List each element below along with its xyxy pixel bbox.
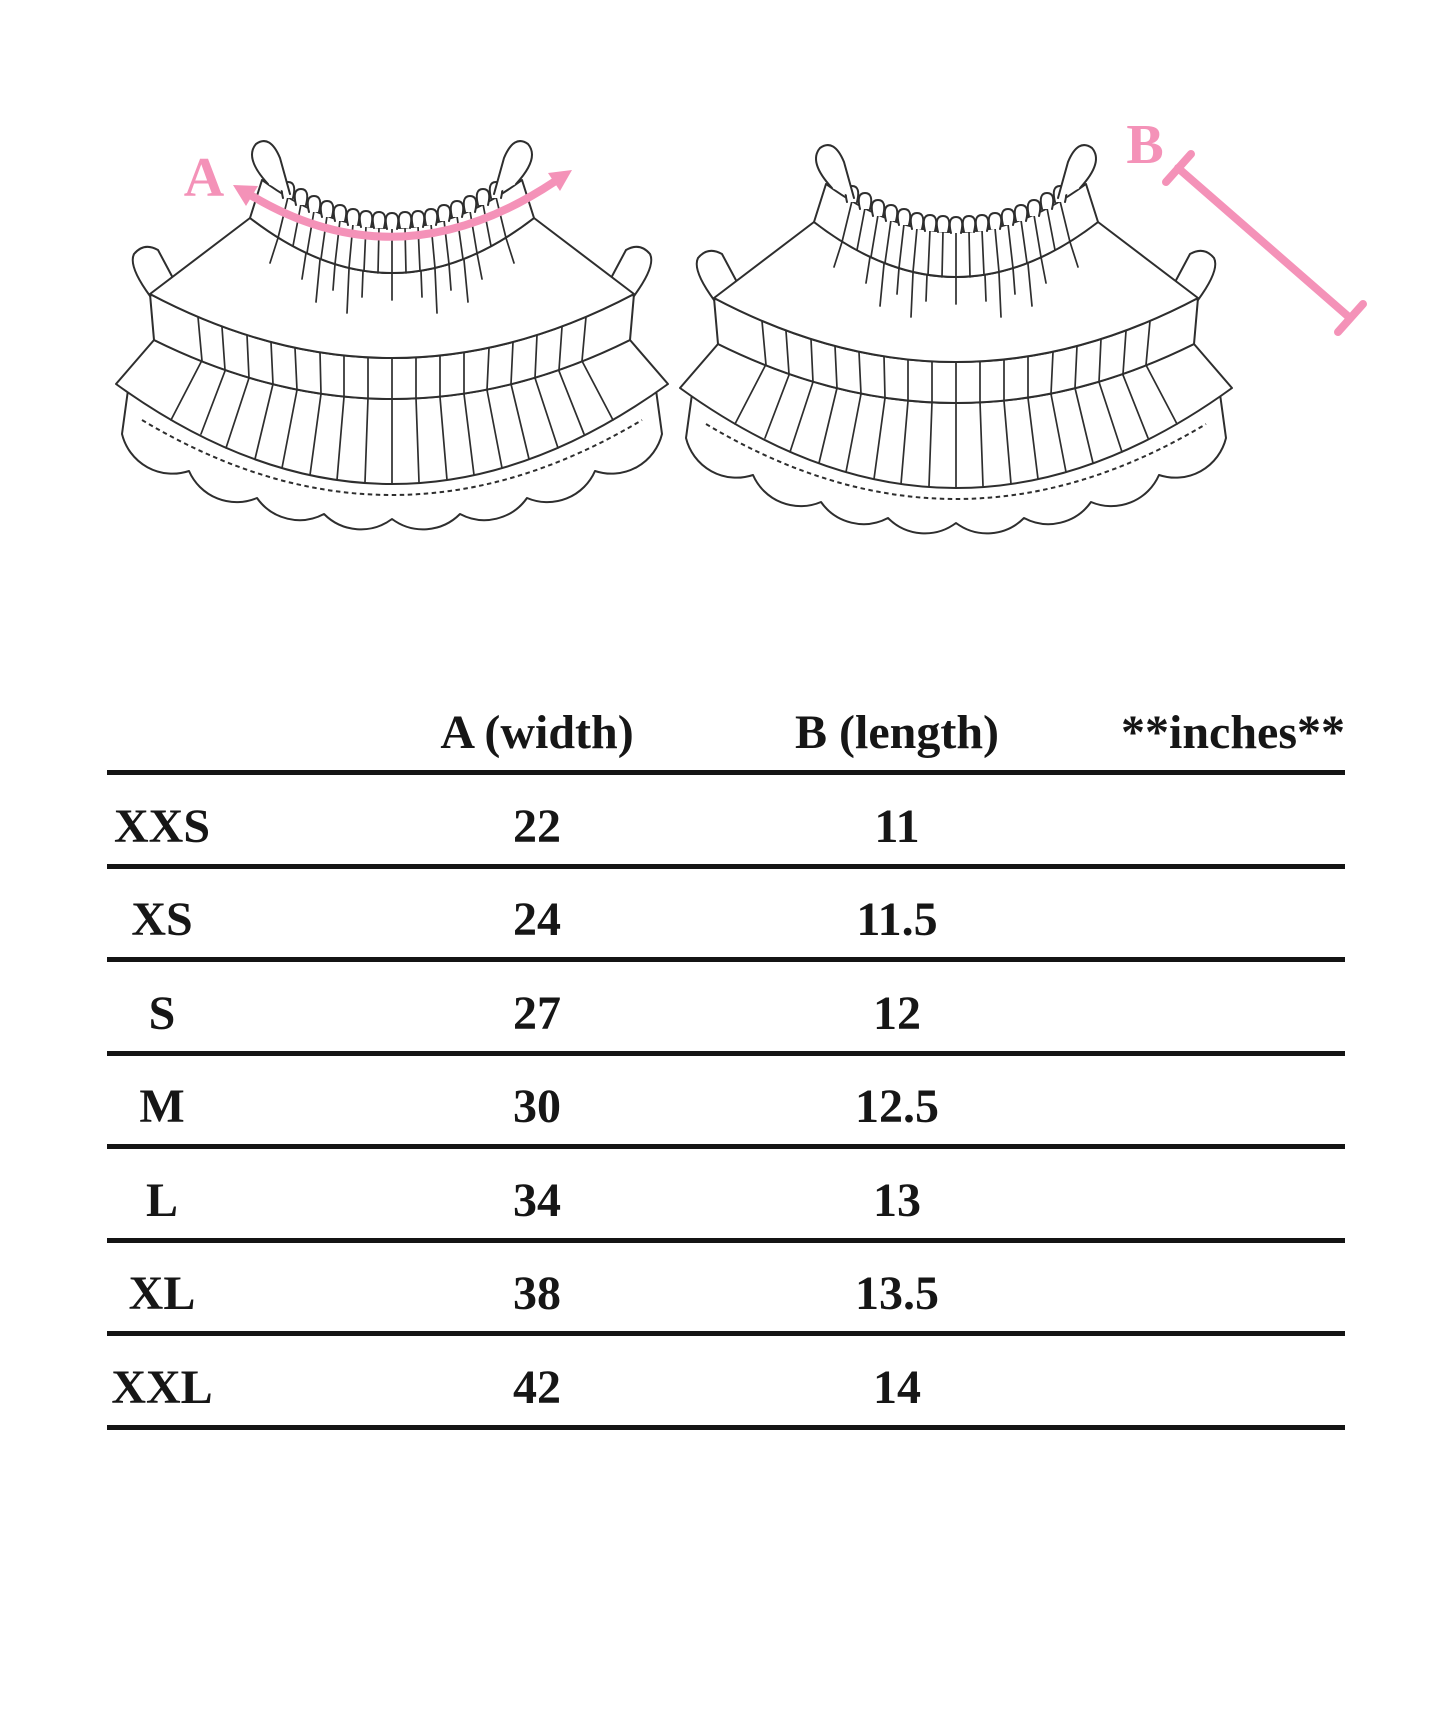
size-cell: L (145, 1173, 178, 1227)
skirt-measurement-diagram (0, 0, 1445, 620)
measure-b-label: B (1126, 114, 1164, 176)
width-cell: 22 (513, 799, 561, 853)
length-cell: 13.5 (855, 1267, 939, 1321)
table-row-xl (107, 1243, 1345, 1337)
column-header-width: A (width) (440, 706, 634, 759)
size-cell: XXS (113, 799, 211, 853)
length-cell: 11.5 (856, 893, 938, 947)
length-cell: 12.5 (855, 1080, 939, 1134)
width-cell: 27 (513, 986, 561, 1040)
size-table (107, 640, 1345, 1430)
size-cell: XXL (111, 1360, 213, 1414)
measure-a-label: A (183, 147, 225, 209)
width-cell: 30 (513, 1080, 561, 1134)
table-row-s (107, 962, 1345, 1056)
width-cell: 34 (513, 1173, 561, 1227)
length-cell: 13 (873, 1173, 921, 1227)
column-header-length: B (length) (795, 706, 999, 759)
size-cell: M (139, 1080, 185, 1134)
length-cell: 11 (874, 799, 920, 853)
size-table-header-row (107, 640, 1345, 775)
skirt-sketch-length (680, 114, 1363, 533)
table-row-m (107, 1056, 1345, 1150)
table-row-l (107, 1149, 1345, 1243)
size-cell: XS (131, 893, 193, 947)
table-row-xxs (107, 775, 1345, 869)
width-cell: 24 (513, 893, 561, 947)
table-row-xs (107, 869, 1345, 963)
table-row-xxl (107, 1336, 1345, 1430)
width-cell: 42 (513, 1360, 561, 1414)
size-cell: XL (128, 1267, 196, 1321)
length-cell: 12 (873, 986, 921, 1040)
width-cell: 38 (513, 1267, 561, 1321)
size-cell: S (148, 986, 176, 1040)
units-note: **inches** (1120, 706, 1345, 759)
length-cell: 14 (873, 1360, 921, 1414)
skirt-sketch-width (116, 141, 668, 529)
